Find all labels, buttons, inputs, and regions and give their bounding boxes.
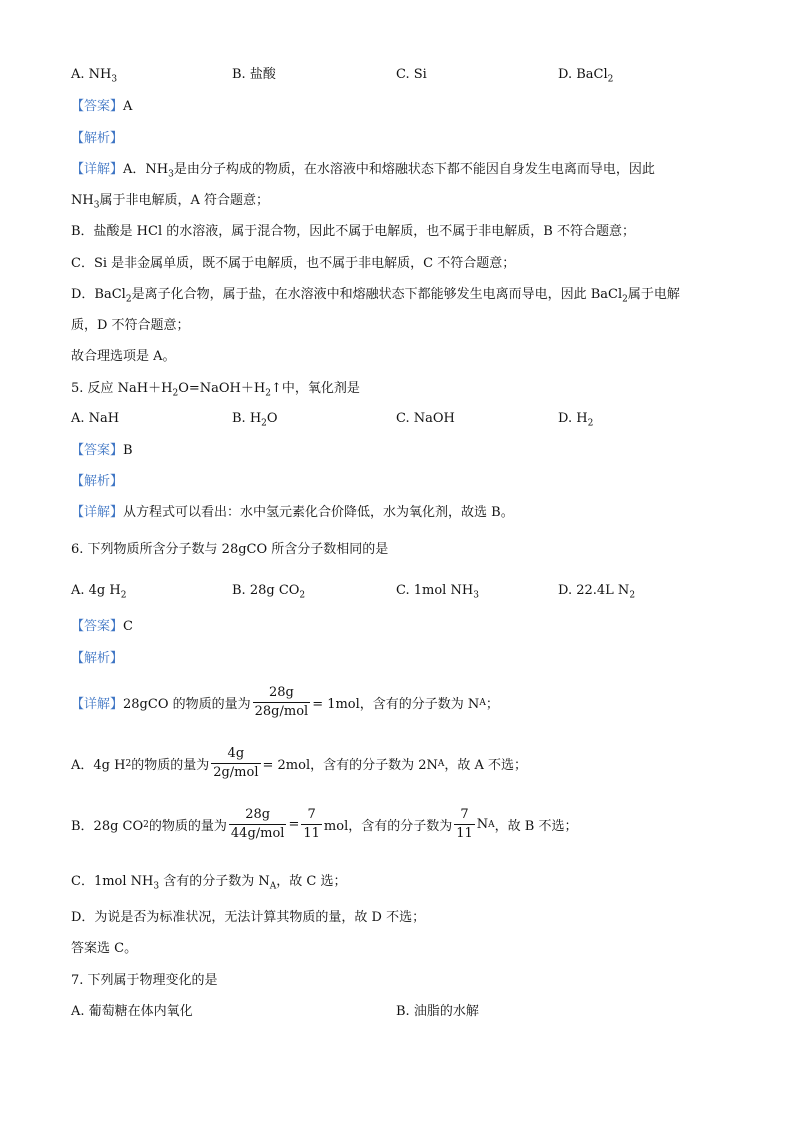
- q6-answer: 【答案】C: [71, 619, 133, 634]
- q4-option-d: D. BaCl$_2$: [558, 67, 614, 85]
- fraction: $\frac{7}{11}$: [456, 807, 473, 841]
- q7-option-b: B. 油脂的水解: [396, 1004, 479, 1019]
- fraction: $\frac{28g}{\text{28g/mol}}$: [254, 685, 309, 719]
- q5-stem: 5. 反应 $NaH+H_2O=NaOH+H_2↑$中，氧化剂是: [71, 381, 360, 399]
- q5-analysis-tag: 【解析】: [71, 474, 124, 489]
- fraction: $\frac{7}{11}$: [303, 807, 320, 841]
- q4-option-b: B. 盐酸: [232, 67, 276, 82]
- q7-stem: 7. 下列属于物理变化的是: [71, 973, 218, 988]
- q4-detail-line-1: 【详解】A．$NH_3$是由分子构成的物质，在水溶液中和熔融状态下都不能因自身发生电离而导电，因此: [71, 162, 655, 180]
- q4-detail-line-6: 质，D 不符合题意；: [71, 318, 190, 333]
- q4-detail-line-2: $NH_3$属于非电解质，A 符合题意；: [71, 193, 269, 211]
- q6-option-a: A. 4g $H_2$: [71, 583, 127, 601]
- q4-detail-line-5: D．BaCl$_2$是离子化合物，属于盐，在水溶液中和熔融状态下都能够发生电离而导电，因此 BaCl$_2$属于电解: [71, 287, 680, 305]
- q6-stem: 6. 下列物质所含分子数与 28gCO 所含分子数相同的是: [71, 542, 389, 557]
- q4-option-c: C. Si: [396, 67, 427, 82]
- q4-answer: 【答案】A: [71, 99, 133, 114]
- q5-option-b: B. $H_2O$: [232, 411, 278, 429]
- q5-answer: 【答案】B: [71, 443, 133, 458]
- q6-conclusion: 答案选 C。: [71, 941, 138, 956]
- q6-detail-line-1: 【详解】 28gCO 的物质的量为 $\frac{28g}{\text{28g/mol}}$ = 1mol，含有的分子数为 N A ；: [71, 685, 499, 719]
- q6-detail-line-d: D．为说是否为标准状况，无法计算其物质的量，故 D 不选；: [71, 910, 426, 925]
- fraction: $\frac{4g}{\text{2g/mol}}$: [213, 746, 259, 780]
- q5-option-a: A. NaH: [71, 411, 120, 426]
- q6-detail-line-c: C．1mol $NH_3$ 含有的分子数为 $N_A$，故 C 选；: [71, 874, 347, 892]
- q4-detail-line-4: C．Si 是非金属单质，既不属于电解质，也不属于非电解质，C 不符合题意；: [71, 256, 516, 271]
- fraction: $\frac{28g}{\text{44g/mol}}$: [230, 807, 285, 841]
- q5-detail: 【详解】从方程式可以看出：水中氢元素化合价降低，水为氧化剂，故选 B。: [71, 505, 514, 520]
- q6-option-b: B. 28g $CO_2$: [232, 583, 306, 601]
- q4-conclusion: 故合理选项是 A。: [71, 349, 176, 364]
- q6-option-c: C. 1mol $NH_3$: [396, 583, 479, 601]
- q5-option-c: C. NaOH: [396, 411, 455, 426]
- q7-option-a: A. 葡萄糖在体内氧化: [71, 1004, 193, 1019]
- q4-analysis-tag: 【解析】: [71, 131, 124, 146]
- q6-analysis-tag: 【解析】: [71, 651, 124, 666]
- q6-option-d: D. 22.4L $N_2$: [558, 583, 636, 601]
- q4-option-a: A. $NH_3$: [71, 67, 118, 85]
- q5-option-d: D. $H_2$: [558, 411, 594, 429]
- q4-detail-line-3: B．盐酸是 HCl 的水溶液，属于混合物，因此不属于电解质，也不属于非电解质，B 不符合题意；: [71, 224, 635, 239]
- q6-detail-line-b: B．28g CO 2 的物质的量为 $\frac{28g}{\text{44g/mol}}$ = $\frac{7}{11}$ mol，含有的分子数为 $\frac{7}{11}$ N A ，故 B 不选；: [71, 807, 578, 841]
- q6-detail-line-a: A．4g H 2 的物质的量为 $\frac{4g}{\text{2g/mol}}$ = 2mol，含有的分子数为 2N A ，故 A 不选；: [71, 746, 528, 780]
